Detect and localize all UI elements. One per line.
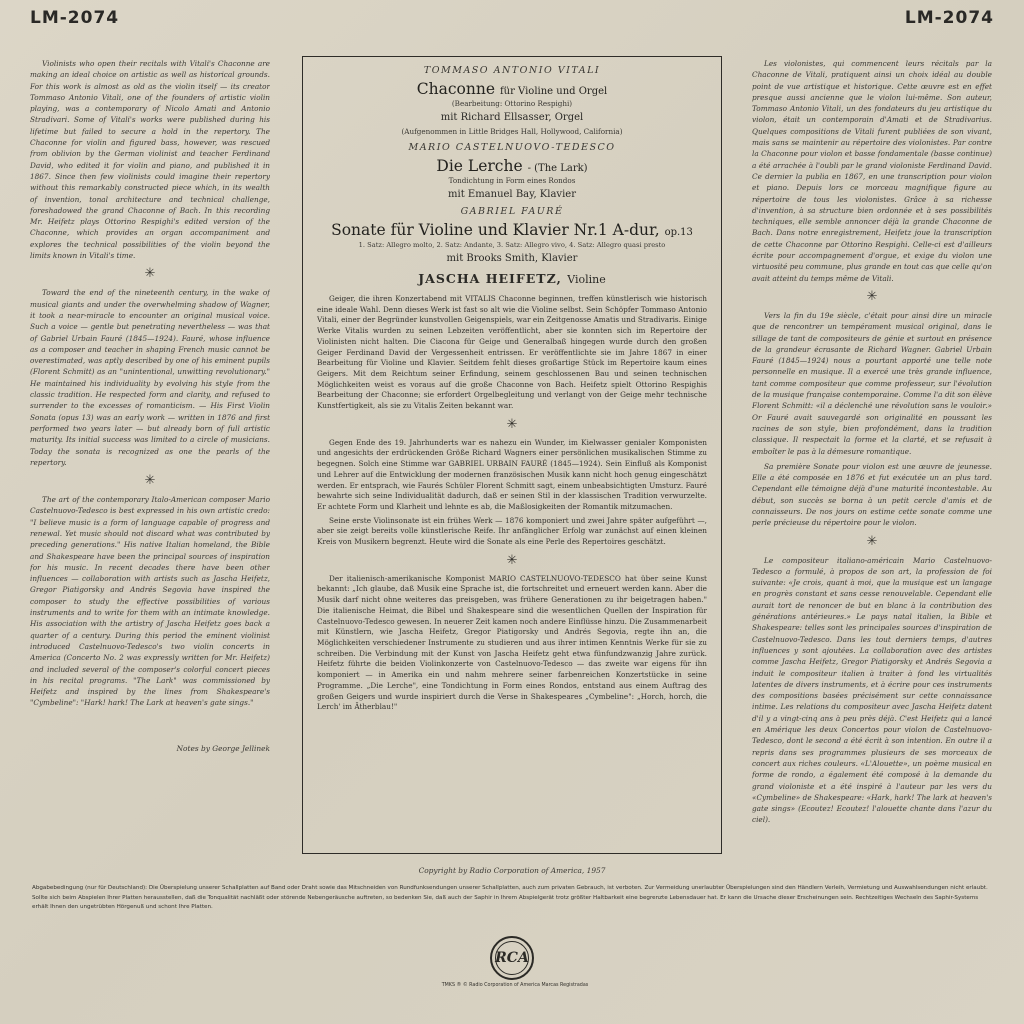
work-chaconne [317, 80, 707, 98]
arrangement-note: (Bearbeitung: Ottorino Respighi) [451, 99, 573, 108]
work-form-note: Tondichtung in Form eines Rondos [448, 176, 576, 185]
work-title: Sonate für Violine und Klavier Nr.1 A-dur, [331, 221, 660, 239]
ornament-star-icon: ✳ [506, 552, 518, 568]
french-paragraph-faure: Vers la fin du 19e siècle, c'était pour ainsi dire un miracle que de rencontrer un tempérament musical original, dans le sillage de tant de compositeurs de génie et surtout en présence de la grandeur écrasante de Richard Wagner. Gabriel Urbain Fauré (1845—1924) nous a pourtant apporté une telle note personnelle en musique. Il a exercé une très grande influence, tant comme compositeur que comme professeur, sur l'évolution de la musique française contemporaine. Comme l'a dit son élève Florent Schmitt: «il a déclenché une révolution sans le vouloir.» Or Fauré avait sauvegardé son originalité en poussant les racines de son style, bien profondément, dans la tradition classique. Il respectait la forme et la clarté, et se refusait à emboîter le pas à la démesure romantique. [752, 310, 992, 456]
composer-vitali: TOMMASO ANTONIO VITALI [423, 65, 601, 76]
german-paragraph-sonata: Seine erste Violinsonate ist ein frühes Werk — 1876 komponiert und zwei Jahre später aufgeführt —, aber sie zeigt bereits volle künstlerische Reife. Ihr anfänglicher Erfolg war zunächst auf einen kleinen Kreis von Musikern begrenzt. Heute wird die Sonate als eine Perle des Repertoires geschätzt. [317, 515, 707, 547]
accompanist-piano-bay: mit Emanuel Bay, Klavier [448, 189, 576, 200]
catalog-number-right: LM-2074 [904, 8, 994, 28]
composer-castelnuovo: MARIO CASTELNUOVO-TEDESCO [408, 142, 616, 153]
soloist-instrument: Violine [567, 273, 606, 286]
work-subtitle: für Violine und Orgel [499, 86, 608, 97]
rca-logo-icon [490, 936, 534, 980]
ornament-star-icon: ✳ [866, 533, 878, 549]
french-notes-column [752, 58, 992, 888]
rca-logo-text: RCA [495, 950, 529, 966]
recording-location: (Aufgenommen in Little Bridges Hall, Hollywood, California) [401, 127, 623, 136]
composer-faure: GABRIEL FAURÉ [460, 206, 564, 217]
work-sonata [317, 221, 707, 239]
german-paragraph-faure: Gegen Ende des 19. Jahrhunderts war es nahezu ein Wunder, im Kielwasser genialer Komponisten und angesichts der erdrückenden Größe Richard Wagners einer persönlichen musikalischen Stimme zu begegnen. Solch eine Stimme war GABRIEL URBAIN FAURÉ (1845—1924). Sein Einfluß als Komponist und Lehrer auf die Entwicklung der modernen französischen Musik kann nicht hoch genug eingeschätzt werden. Er entsprach, wie Faurés Schüler Florent Schmitt sagt, einem unbeabsichtigten Umsturz. Fauré bewahrte sich seine Individualität dadurch, daß er seinen Stil in der klassischen Tradition verwurzelte. Er achtete Form und Klarheit und lehnte es ab, die Maßlosigkeiten der Romantik mitzumachen. [317, 437, 707, 511]
german-paragraph-vitali: Geiger, die ihren Konzertabend mit VITALIS Chaconne beginnen, treffen künstlerisch wie historisch eine ideale Wahl. Denn dieses Werk ist fast so alt wie die Violine selbst. Sein Schöpfer Tommaso Antonio Vitali, einer der Begründer kunstvollen Geigenspiels, war ein Zeitgenosse Amatis und Stradivaris. Einige Werke Vitalis wurden zu seinen Lebzeiten veröffentlicht, aber sie konnten sich im Repertoire der Violinisten nicht halten. Die Ciacona für Geige und Generalbaß hingegen wurde durch den großen Geiger Ferdinand David der Vergessenheit entrissen. Er veröffentlichte sie im Jahre 1867 in einer Bearbeitung für Violine und Klavier. Seitdem fehlt dieses großartige Stück im Repertoire kaum eines Geigers. Mit dem Reichtum seiner Erfindung, seinem geschlossenen Bau und seinen technischen Möglichkeiten weist es voraus auf die große Chaconne von Bach. Heifetz spielt Ottorino Respighis Bearbeitung der Chaconne; sie erfordert Orgelbegleitung und verlangt von der Geige mehr technische Kunstfertigkeit, als sie zu Vitalis Zeiten bekannt war. [317, 294, 707, 411]
soloist-name: JASCHA HEIFETZ, [418, 271, 562, 286]
ornament-star-icon: ✳ [866, 288, 878, 304]
ornament-star-icon: ✳ [144, 473, 156, 489]
ornament-star-icon: ✳ [144, 266, 156, 282]
accompanist-organ: mit Richard Ellsasser, Orgel [440, 112, 584, 123]
program-panel [302, 56, 722, 854]
english-paragraph-vitali: Violinists who open their recitals with Vitali's Chaconne are making an ideal choice on artistic as well as historical grounds. For this work is almost as old as the violin itself — its creator Tommaso Antonio Vitali, one of the founders of artistic violin playing, was a contemporary of Nicolo Amati and Antonio Stradivari. Some of Vitali's works were published during his lifetime but failed to secure a hold in the repertory. The Chaconne for violin and figured bass, however, was rescued from oblivion by the German violinist and teacher Ferdinand David, who edited it for violin and piano, and published it in 1867. Since then few violinists could imagine their repertory without this remarkably constructed piece which, in its wealth of invention, tonal architecture and technical challenge, foreshadowed the grand Chaconne of Bach. In this recording Mr. Heifetz plays Ottorino Respighi's edited version of the Chaconne, which provides an organ accompaniment and explores the technical possibilities of the violin beyond the limits known in Vitali's time. [30, 59, 270, 261]
french-paragraph-vitali: Les violonistes, qui commencent leurs récitals par la Chaconne de Vitali, pratiquent ainsi un choix idéal au double point de vue artistique et historique. Cette œuvre est en effet presque aussi ancienne que le violon lui-même. Son auteur, Tommaso Antonio Vitali, un des fondateurs du jeu artistique du violon, était un contemporain d'Amati et de Stradivarius. Quelques compositions de Vitali furent publiées de son vivant, mais sans se maintenir au répertoire des violonistes. Par contre la Chaconne pour violon et basse fondamentale (basse continue) a été arrachée à l'oubli par le grand violoniste Ferdinand David. Ce dernier la publia en 1867, en une transcription pour violon et piano. Depuis lors ce morceau magnifique figure au répertoire de tous les violonistes. Grâce à sa richesse d'invention, à sa structure bien ordonnée et à ses possibilités techniques, elle semble annoncer déjà la grande Chaconne de Bach. Dans notre enregistrement, Heifetz joue la transcription de cette Chaconne par Ottorino Respighi. Celle-ci est d'ailleurs écrite pour accompagnement d'orgue, et exige du violon une virtuosité peu commune, plus grande en tout cas que celle qu'on avait atteint du temps même de Vitali. [752, 59, 992, 283]
ornament-star-icon: ✳ [506, 416, 518, 432]
work-title: Chaconne [416, 80, 496, 98]
notes-credit: Notes by George Jellinek [176, 743, 270, 753]
work-lark [317, 157, 707, 175]
copyright-line: Copyright by Radio Corporation of America, 1957 [418, 866, 606, 875]
english-paragraph-faure: Toward the end of the nineteenth century, in the wake of musical giants and under the overwhelming shadow of Wagner, it took a near-miracle to encounter an original musical voice. Such a voice — gentle but penetrating nevertheless — was that of Gabriel Urbain Fauré (1845—1924). Fauré, whose influence as a composer and teacher in shaping French music cannot be overestimated, was aptly described by one of his eminent pupils (Florent Schmitt) as an "unintentional, unwitting revolutionary." He maintained his individuality by evolving his style from the classic tradition. He respected form and clarity, and refused to surrender to the excesses of romanticism. — His First Violin Sonata (opus 13) was an early work — written in 1876 and first performed two years later — but already born of full artistic maturity. Its initial success was limited to a circle of musicians. Today the sonata is recognized as one the pearls of the repertory. [30, 288, 270, 467]
german-notes [317, 294, 707, 713]
work-subtitle: - (The Lark) [527, 163, 588, 174]
accompanist-piano-smith: mit Brooks Smith, Klavier [446, 253, 578, 264]
catalog-number-left: LM-2074 [30, 8, 120, 28]
trademark-line: TMKS ® © Radio Corporation of America Marcas Registradas [441, 983, 589, 988]
french-paragraph-castelnuovo: Le compositeur italiano-américain Mario Castelnuovo-Tedesco a formulé, à propos de son art, la profession de foi suivante: «Je crois, quant à moi, que la musique est un langage en progrès constant et sans cesse renouvelable. Cependant elle aurait tort de renoncer de but en blanc à la contribution des générations antérieures.» Le pays natal italien, la Bible et Shakespeare: telles sont les principales sources d'inspiration de Castelnuovo-Tedesco. Dans les tout derniers temps, d'autres influences y sont ajoutées. La collaboration avec des artistes comme Jascha Heifetz, Gregor Piatigorsky et Andrés Segovia a induit le compositeur italien à traiter à fond les virtualités latentes de divers instruments, et à écrire pour ces instruments des compositions basées précisément sur cette connaissance intime. Les relations du compositeur avec Jascha Heifetz datent d'il y a vingt-cinq ans à peu près déjà. C'est Heifetz qui a lancé en Amérique les deux Concertos pour violon de Castelnuovo-Tedesco, dont le second a été écrit à son intention. En outre il a repris dans ses programmes plusieurs de ses morceaux de concert aux riches couleurs. «L'Alouette», un poème musical en forme de rondo, a également été composé à la demande du grand violoniste et a été inspiré à l'auteur par les vers du «Cymbeline» de Shakespeare: «Hark, hark! The lark at heaven's gate sings» (Ecoutez! Ecoutez! l'alouette chante dans l'azur du ciel). [752, 555, 992, 825]
soloist [317, 271, 707, 286]
movements-list: 1. Satz: Allegro molto, 2. Satz: Andante, 3. Satz: Allegro vivo, 4. Satz: Allegro quasi presto [358, 241, 666, 249]
english-paragraph-castelnuovo: The art of the contemporary Italo-American composer Mario Castelnuovo-Tedesco is best expressed in his own artistic credo: "I believe music is a form of language capable of progress and renewal. Yet music should not discard what was contributed by preceding generations." His native Italian homeland, the Bible and Shakespeare have been the principal sources of inspiration for his music. In recent decades there have been other influences — collaboration with artists such as Jascha Heifetz, Gregor Piatigorsky and Andrés Segovia have inspired the composer to study the effective possibilities of various instruments and to write for them with an intimate knowledge. His association with the artistry of Jascha Heifetz goes back a quarter of a century. During this period the eminent violinist introduced Castelnuovo-Tedesco's two violin concerts in America (Concerto No. 2 was expressly written for Mr. Heifetz) and included several of the composer's colorful concert pieces in his recital programs. "The Lark" was commissioned by Heifetz and inspired by the lines from Shakespeare's "Cymbeline": "Hark! hark! The Lark at heaven's gate sings." [30, 495, 270, 708]
english-notes-column [30, 58, 270, 888]
german-paragraph-castelnuovo: Der italienisch-amerikanische Komponist MARIO CASTELNUOVO-TEDESCO hat über seine Kunst bekannt: „Ich glaube, daß Musik eine Sprache ist, die fortschreitet und erneuert werden kann. Aber die Musik darf nicht ohne weiteres das preisgeben, was frühere Generationen zu ihr beigetragen haben." Die italienische Heimat, die Bibel und Shakespeare sind die wesentlichen Quellen der Inspiration für Castelnuovo-Tedesco gewesen. In neuerer Zeit kamen noch andere Einflüsse hinzu. Die Zusammenarbeit mit Künstlern, wie Jascha Heifetz, Gregor Piatigorsky und Andrés Segovia, regte ihn an, die Möglichkeiten verschiedener Instrumente zu studieren und aus ihrer intimen Kenntnis Werke für sie zu schreiben. Die Verbindung mit der Kunst von Jascha Heifetz geht etwa fünfundzwanzig Jahre zurück. Heifetz führte die beiden Violinkonzerte von Castelnuovo-Tedesco — das zweite war eigens für ihn komponiert — in Amerika ein und nahm mehrere seiner farbenreichen Konzertstücke in seine Programme. „Die Lerche", eine Tondichtung in Form eines Rondos, entstand aus einem Auftrag des großen Geigers und wurde inspiriert durch die Verse in Shakespeares „Cymbeline": „Horch, horch, die Lerch' im Ätherblau!" [317, 573, 707, 712]
french-paragraph-sonata: Sa première Sonate pour violon est une œuvre de jeunesse. Elle a été composée en 1876 et fut exécutée un an plus tard. Cependant elle témoigne déjà d'une maturité incontestable. Au début, son succès se borna à un petit cercle d'amis et de connaisseurs. De nos jours on estime cette sonate comme une perle précieuse du répertoire pour le violon. [752, 461, 992, 528]
work-title: Die Lerche [436, 157, 523, 175]
work-opus: op.13 [664, 227, 693, 238]
legal-notice: Abgabebedingung (nur für Deutschland): Die Überspielung unserer Schallplatten auf Band oder Draht sowie das Mitschneiden von Rundfunksendungen unserer Schallplatten, auch zum privaten Gebrauch, ist verboten. Zur Vermeidung unerlaubter Überspielungen sind den Händlern Verleih, Vermietung und Auswahlsendungen nicht erlaubt. Sollte sich beim Abspielen Ihrer Platten herausstellen, daß die Tonqualität nachläßt oder störende Nebengeräusche auftreten, so bedenken Sie, daß auch der Saphir in Ihrem Abspielgerät trotz größter Haltbarkeit eine begrenzte Lebensdauer hat. Er kann die Ursache dieser Erscheinungen sein. Rechtzeitiges Wechseln des Saphir-Systems erhält Ihnen den ungetrübten Hörgenuß und schont Ihre Platten. [32, 885, 988, 910]
